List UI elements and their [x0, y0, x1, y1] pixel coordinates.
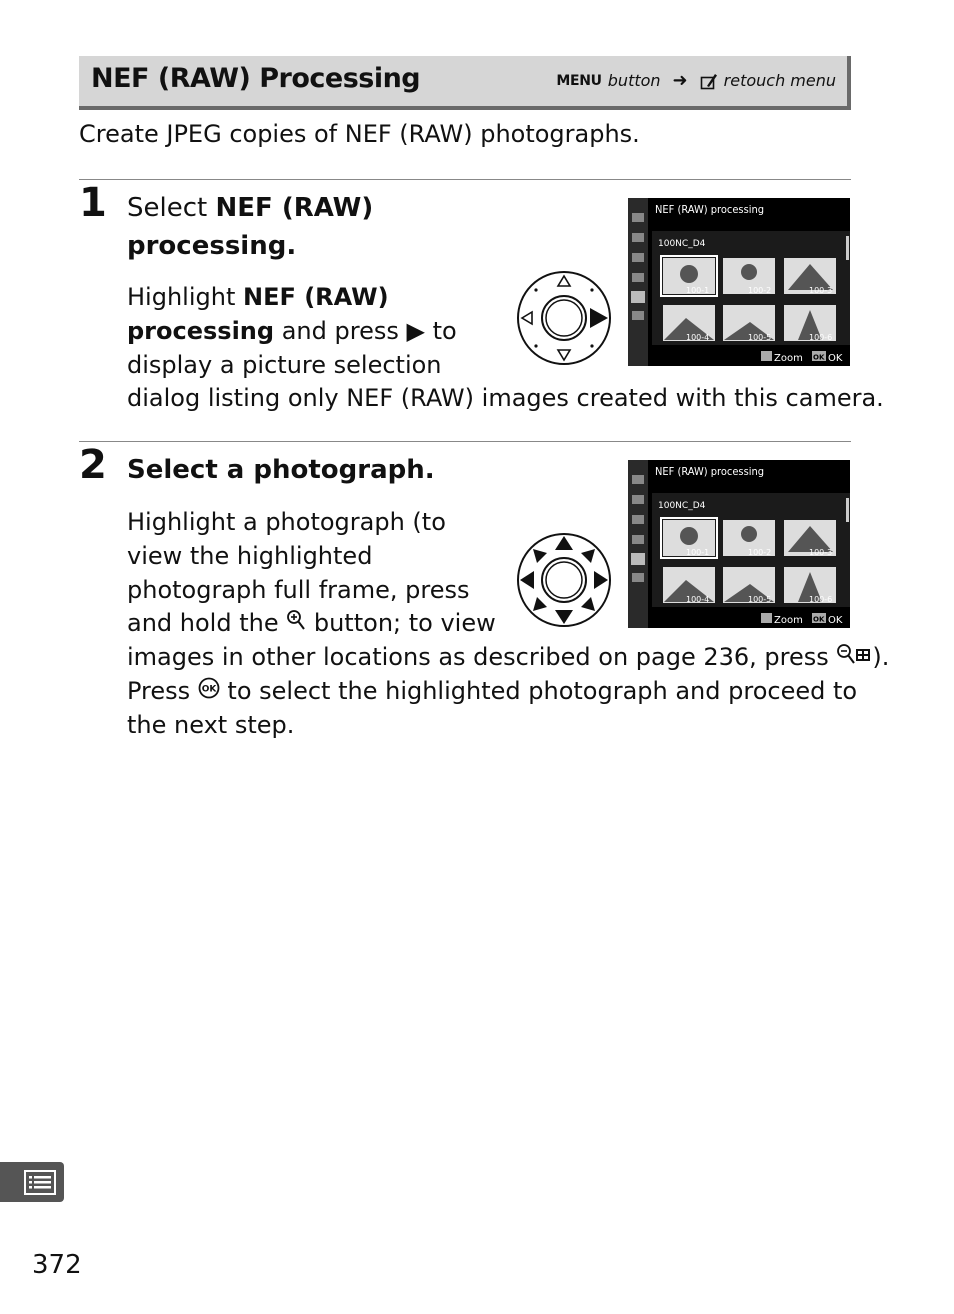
- svg-text:OK: OK: [813, 353, 825, 362]
- svg-text:Zoom: Zoom: [774, 353, 803, 364]
- folder-name: 100NC_D4: [658, 239, 706, 249]
- page-number: 372: [32, 1250, 82, 1280]
- camera-screen-1: [628, 198, 850, 366]
- arrow-icon: ➜: [672, 70, 688, 91]
- retouch-menu-label: retouch menu: [723, 71, 836, 90]
- retouch-icon: [700, 72, 718, 90]
- svg-text:100-5: 100-5: [748, 595, 772, 604]
- screen-title: NEF (RAW) processing: [655, 203, 765, 216]
- svg-text:100-6: 100-6: [809, 595, 833, 604]
- button-word: button: [607, 71, 661, 90]
- svg-text:100-5: 100-5: [748, 333, 772, 342]
- section-title: NEF (RAW) Processing: [91, 63, 421, 94]
- step-number-1: 1: [79, 180, 107, 226]
- menu-path: [556, 70, 836, 91]
- section-header: [79, 56, 851, 110]
- svg-text:100-3: 100-3: [809, 286, 833, 295]
- svg-text:100-2: 100-2: [748, 286, 772, 295]
- menu-list-icon: [0, 1162, 64, 1202]
- step-1-body: Highlight NEF (RAW) processing and press ▶ to display a picture selection: [127, 283, 457, 379]
- multi-selector-right-icon: [516, 270, 612, 366]
- camera-screen-2: [628, 460, 850, 628]
- svg-text:100-3: 100-3: [809, 548, 833, 557]
- intro-text: Create JPEG copies of NEF (RAW) photographs.: [79, 120, 640, 148]
- folder-name: 100NC_D4: [658, 501, 706, 511]
- ok-button-icon: [198, 677, 220, 699]
- svg-text:100-6: 100-6: [809, 333, 833, 342]
- multi-selector-all-directions-icon: [516, 532, 612, 628]
- svg-text:100-4: 100-4: [686, 333, 710, 342]
- divider: [79, 441, 851, 442]
- right-arrow-icon: ▶: [406, 316, 425, 345]
- menu-guide-tab[interactable]: [0, 1162, 64, 1202]
- thumbnail-zoom-out-icon: [836, 643, 872, 665]
- step-2-body: Highlight a photograph (to view the highlighted photograph full frame, press and hold the button; to view: [127, 508, 496, 638]
- step-2-body-wrap: images in other locations as described on page 236, press ). Press OK to select the highlighted photograph and proceed to the next step.: [127, 643, 890, 739]
- svg-text:Zoom: Zoom: [774, 615, 803, 626]
- svg-text:OK: OK: [828, 353, 843, 364]
- step-2-title: Select a photograph.: [127, 455, 435, 485]
- svg-text:100-1: 100-1: [686, 286, 710, 295]
- svg-text:OK: OK: [828, 615, 843, 626]
- svg-text:OK: OK: [813, 615, 825, 624]
- svg-text:100-2: 100-2: [748, 548, 772, 557]
- zoom-in-icon: [286, 609, 306, 631]
- step-number-2: 2: [79, 442, 107, 488]
- svg-text:100-4: 100-4: [686, 595, 710, 604]
- step-1-body-wrap: dialog listing only NEF (RAW) images created with this camera.: [127, 384, 884, 412]
- svg-text:OK: OK: [201, 684, 217, 695]
- divider: [79, 179, 851, 180]
- menu-button-label: MENU: [556, 72, 602, 89]
- svg-text:100-1: 100-1: [686, 548, 710, 557]
- screen-title: NEF (RAW) processing: [655, 465, 765, 478]
- step-1-title: Select NEF (RAW) processing.: [127, 193, 374, 261]
